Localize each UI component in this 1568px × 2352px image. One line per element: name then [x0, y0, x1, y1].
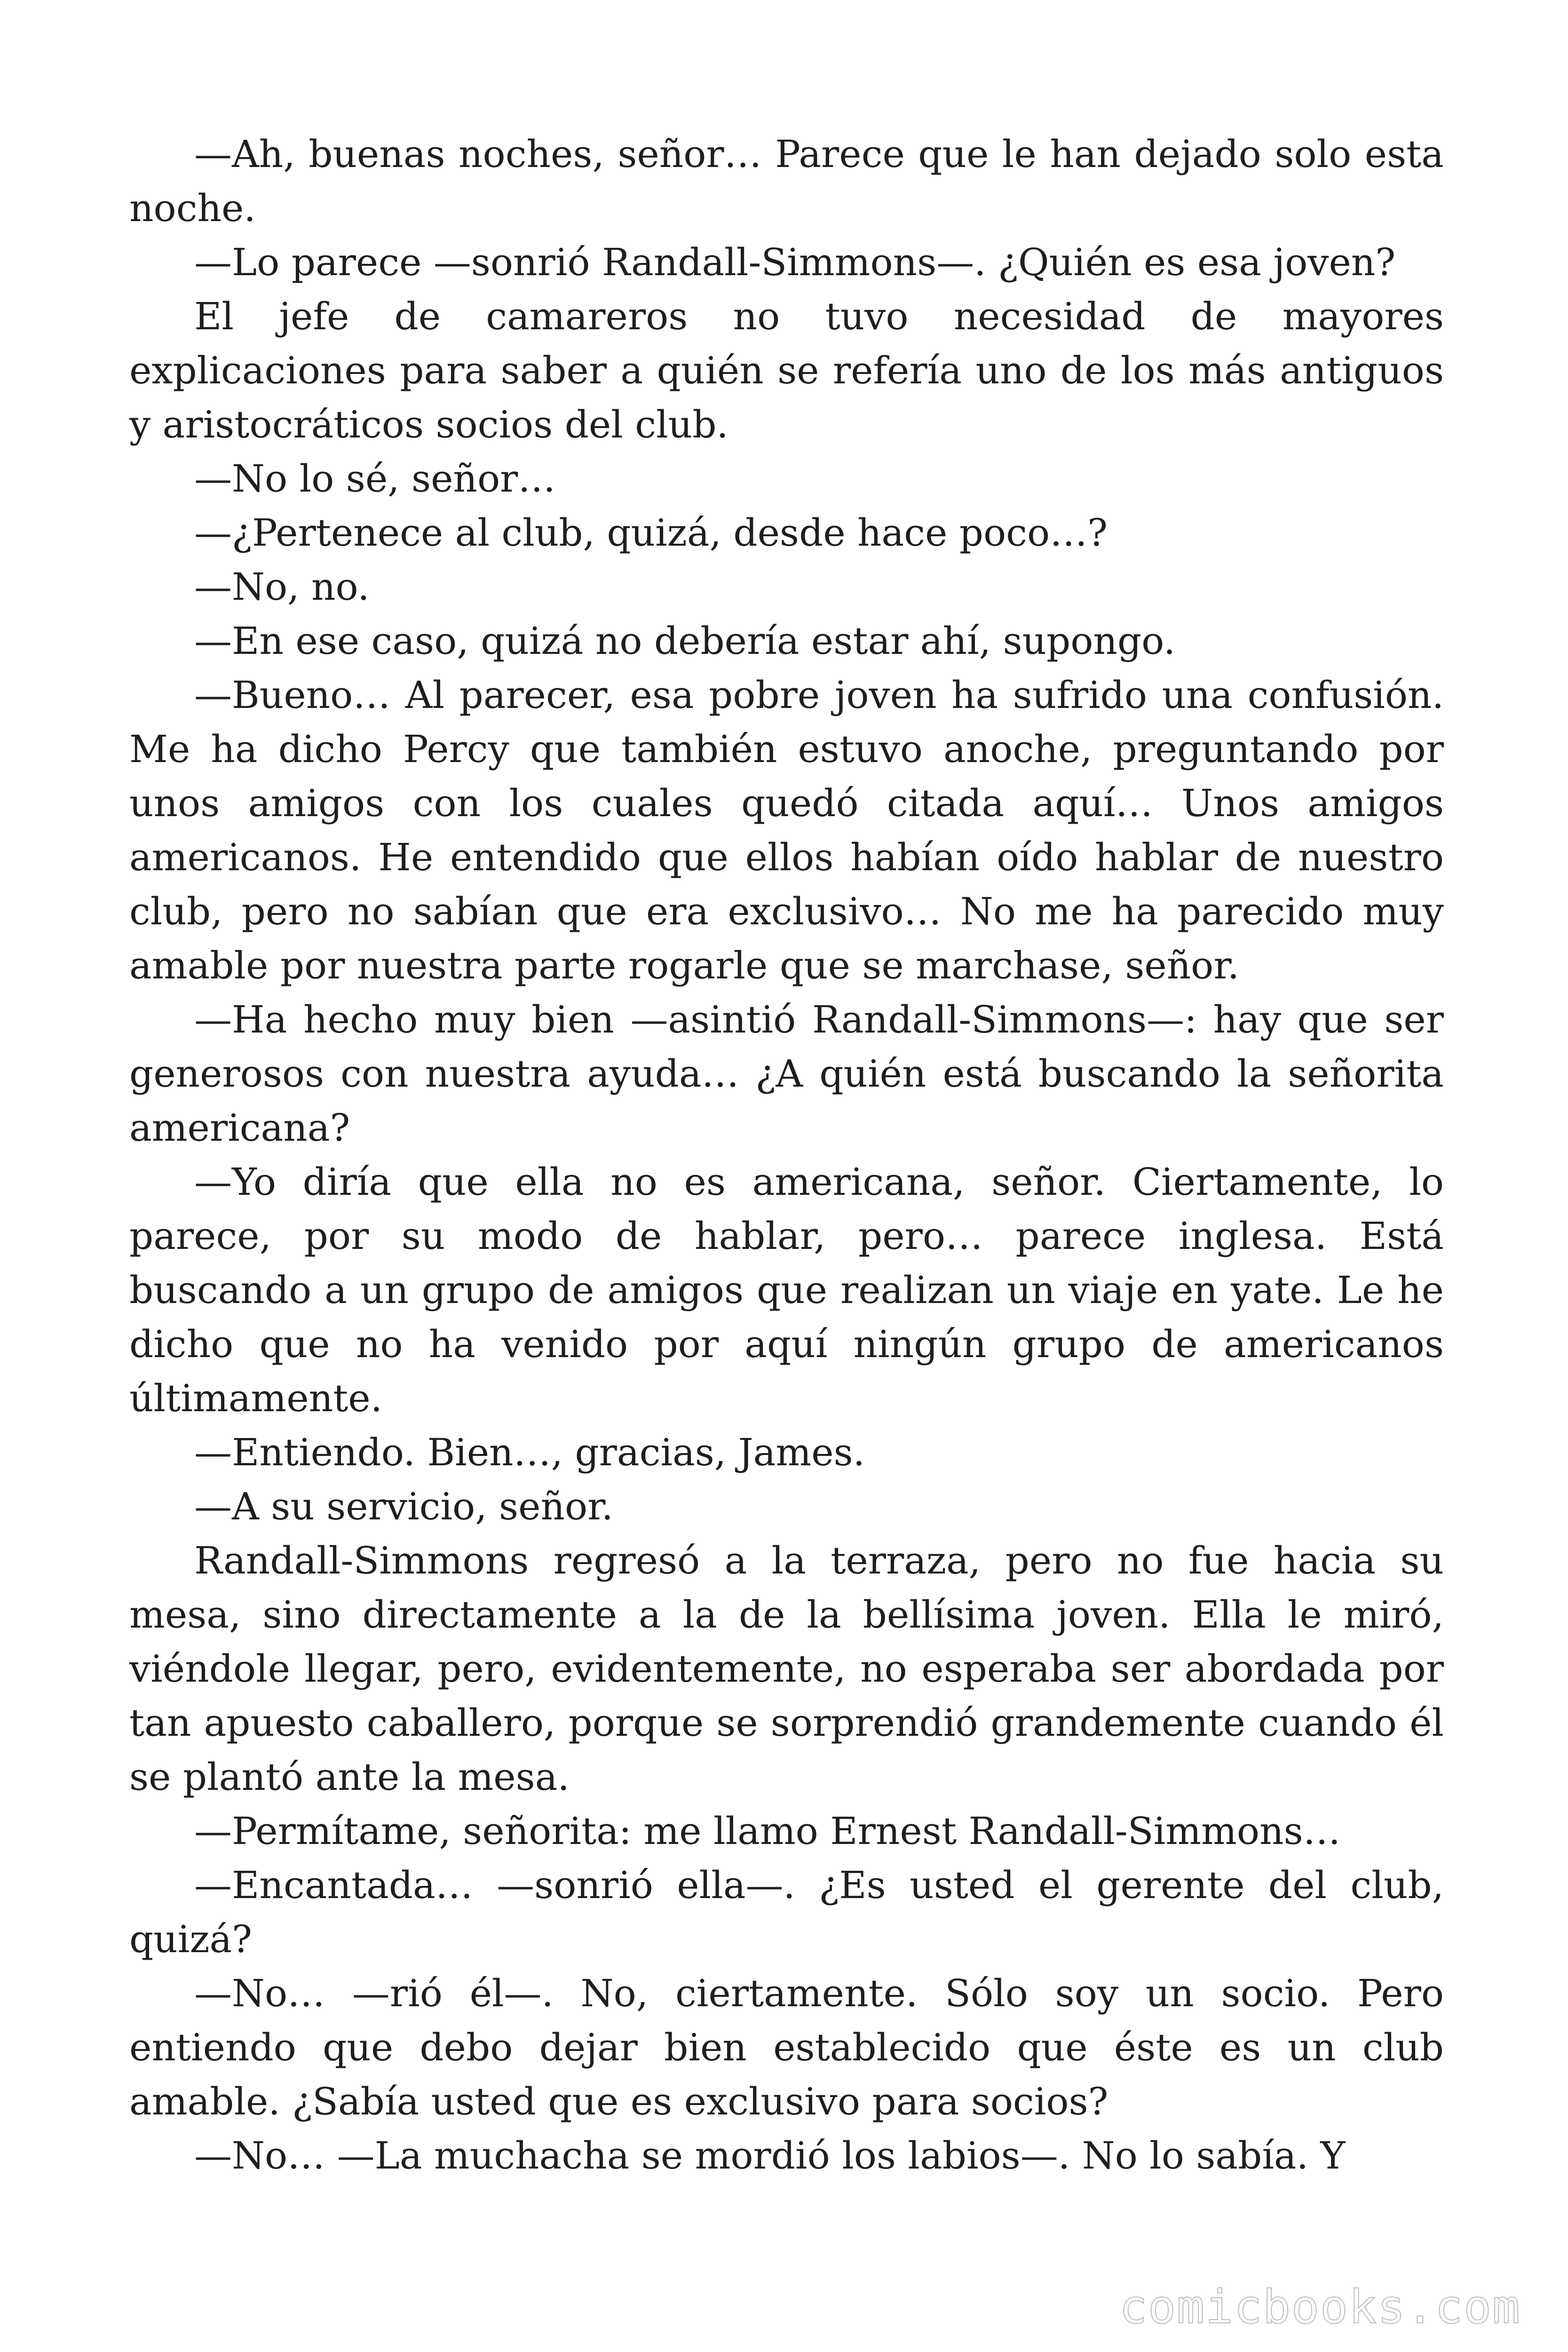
paragraph: —No, no.: [194, 565, 370, 609]
paragraph: —Ha hecho muy bien —asintió Randall-Simmons—: hay que ser generosos con nuestra ayuda… ¿A quién está buscando la señorita americana?: [129, 998, 1444, 1150]
paragraph: —A su servicio, señor.: [194, 1485, 614, 1528]
paragraph: —Entiendo. Bien…, gracias, James.: [194, 1430, 865, 1474]
paragraph: —Yo diría que ella no es americana, señor. Ciertamente, lo parece, por su modo de hablar, pero… parece inglesa. Está buscando a un grupo de amigos que realizan un viaje en yate. Le he dicho que no ha venido por aquí ningún grupo de americanos últimamente.: [129, 1160, 1444, 1420]
paragraph: —Encantada… —sonrió ella—. ¿Es usted el gerente del club, quizá?: [129, 1863, 1444, 1961]
paragraph: —Bueno… Al parecer, esa pobre joven ha sufrido una confusión. Me ha dicho Percy que también estuvo anoche, preguntando por unos amigos con los cuales quedó citada aquí… Unos amigos americanos. He entendido que ellos habían oído hablar de nuestro club, pero no sabían que era exclusivo… No me ha parecido muy amable por nuestra parte rogarle que se marchase, señor.: [129, 673, 1444, 987]
paragraph: —No… —rió él—. No, ciertamente. Sólo soy un socio. Pero entiendo que debo dejar bien establecido que éste es un club amable. ¿Sabía usted que es exclusivo para socios?: [129, 1971, 1444, 2123]
paragraph: —No lo sé, señor…: [194, 457, 556, 501]
paragraph: —Permítame, señorita: me llamo Ernest Randall-Simmons…: [194, 1809, 1341, 1853]
paragraph: —¿Pertenece al club, quizá, desde hace poco…?: [194, 511, 1108, 555]
paragraph: —No… —La muchacha se mordió los labios—. No lo sabía. Y: [194, 2134, 1346, 2177]
page-body: [129, 127, 1444, 2183]
paragraph: El jefe de camareros no tuvo necesidad de mayores explicaciones para saber a quién se refería uno de los más antiguos y aristocráticos socios del club.: [129, 294, 1444, 446]
paragraph: —En ese caso, quizá no debería estar ahí, supongo.: [194, 619, 1176, 663]
paragraph: —Ah, buenas noches, señor… Parece que le han dejado solo esta noche.: [129, 132, 1444, 230]
watermark: comicbooks.com: [1119, 2280, 1521, 2334]
paragraph: —Lo parece —sonrió Randall-Simmons—. ¿Quién es esa joven?: [194, 240, 1396, 284]
paragraph: Randall-Simmons regresó a la terraza, pero no fue hacia su mesa, sino directamente a la de la bellísima joven. Ella le miró, viéndole llegar, pero, evidentemente, no esperaba ser abordada por tan apuesto caballero, porque se sorprendió grandemente cuando él se plantó ante la mesa.: [129, 1539, 1444, 1799]
